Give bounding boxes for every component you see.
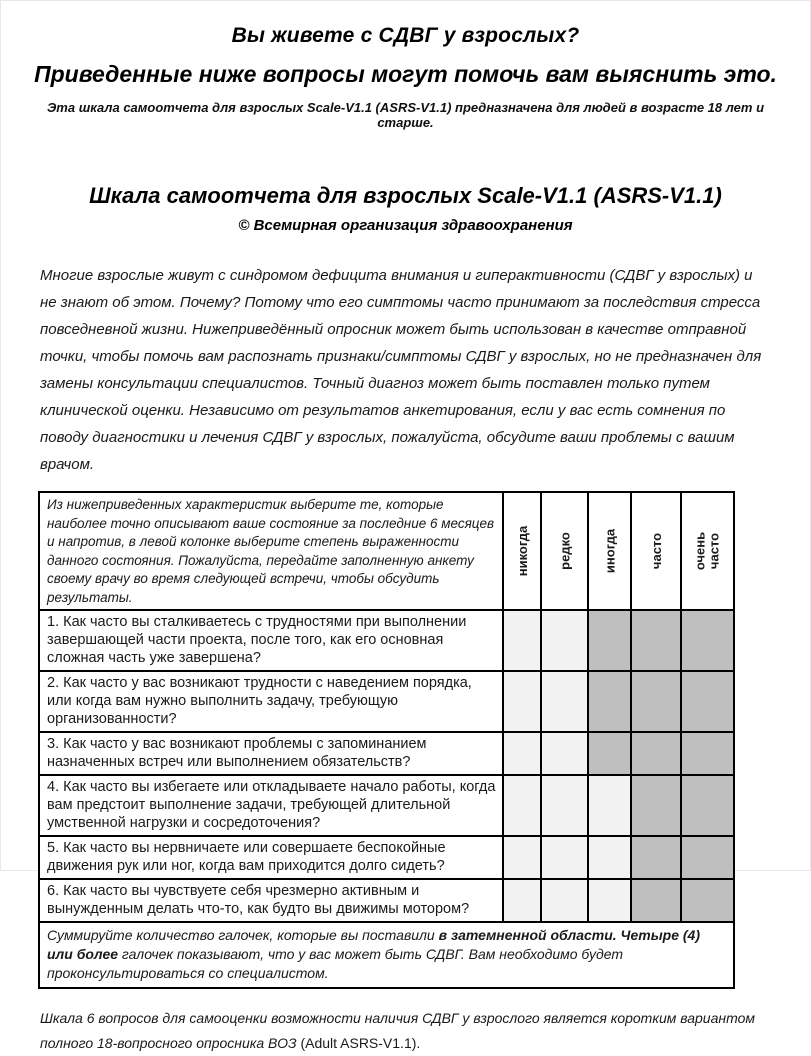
footnote: [40, 1006, 771, 1056]
question-text-4: 4. Как часто вы избегаете или откладываете начало работы, когда вам предстоит выполнение задачи, требующей длительной умственной нагрузки и сосредоточения?: [39, 775, 503, 836]
answer-cell[interactable]: [503, 671, 541, 732]
scale-description-line: Эта шкала самоотчета для взрослых Scale-V1.1 (ASRS-V1.1) предназначена для людей в возрасте 18 лет и старше.: [46, 100, 765, 130]
question-text-1: 1. Как часто вы сталкиваетесь с трудностями при выполнении завершающей части проекта, после того, как его основная сложная часть уже завершена?: [39, 610, 503, 671]
answer-cell[interactable]: [681, 671, 734, 732]
answer-cell[interactable]: [503, 836, 541, 879]
column-header-sometimes-label: иногда: [602, 528, 617, 574]
summary-text-part2: галочек показывают, что у вас может быть СДВГ. Вам необходимо будет проконсультироваться со специалистом.: [47, 946, 623, 981]
answer-cell[interactable]: [588, 671, 631, 732]
question-text-6: 6. Как часто вы чувствуете себя чрезмерно активным и вынужденным делать что-то, как будто вы движимы мотором?: [39, 879, 503, 922]
question-row-2: [39, 671, 734, 732]
answer-cell[interactable]: [588, 775, 631, 836]
answer-cell[interactable]: [588, 879, 631, 922]
question-row-6: [39, 879, 734, 922]
answer-cell[interactable]: [503, 732, 541, 775]
answer-cell[interactable]: [541, 610, 588, 671]
table-instructions: Из нижеприведенных характеристик выберите те, которые наиболее точно описывают ваше состояние за последние 6 месяцев и напротив, в левой колонке выберите степень выраженности данного состояния. Пожалуйста, передайте заполненную анкету своему врачу во время следующей встречи, чтобы обсудить результаты.: [39, 492, 503, 610]
column-header-never-label: никогда: [514, 525, 530, 577]
scale-heading: Шкала самоотчета для взрослых Scale-V1.1 (ASRS-V1.1): [89, 183, 722, 208]
answer-cell[interactable]: [503, 610, 541, 671]
answer-cell[interactable]: [541, 836, 588, 879]
answer-cell[interactable]: [541, 732, 588, 775]
table-header-row: [39, 492, 734, 610]
summary-text-part1: Суммируйте количество галочек, которые вы поставили: [47, 927, 439, 943]
summary-text: [39, 922, 734, 988]
column-header-rarely-label: редко: [557, 532, 572, 570]
answer-cell[interactable]: [631, 879, 681, 922]
question-row-1: [39, 610, 734, 671]
question-text-5: 5. Как часто вы нервничаете или совершаете беспокойные движения рук или ног, когда вам приходится долго сидеть?: [39, 836, 503, 879]
question-row-5: [39, 836, 734, 879]
asrs-question-table: [38, 491, 735, 989]
answer-cell[interactable]: [588, 836, 631, 879]
question-row-4: [39, 775, 734, 836]
answer-cell[interactable]: [541, 671, 588, 732]
page-title: Вы живете с СДВГ у взрослых?: [231, 24, 580, 47]
answer-cell[interactable]: [588, 610, 631, 671]
footnote-latin: (Adult ASRS-V1.1).: [300, 1035, 421, 1051]
summary-row: [39, 922, 734, 988]
answer-cell[interactable]: [503, 775, 541, 836]
intro-paragraph: Многие взрослые живут с синдромом дефицита внимания и гиперактивности (СДВГ у взрослых) и не знают об этом. Почему? Потому что его симптомы часто принимают за последствия стресса повседневной жизни. Нижеприведённый опросник может быть использован в качестве отправной точки, чтобы помочь вам распознать признаки/симптомы СДВГ у взрослых, но не предназначен для замены консультации специалистов. Точный диагноз может быть поставлен только путем клинической оценки. Независимо от результатов анкетирования, если у вас есть сомнения по поводу диагностики и лечения СДВГ у взрослых, пожалуйста, обсудите ваши проблемы с вашим врачом.: [40, 267, 762, 473]
answer-cell[interactable]: [681, 775, 734, 836]
answer-cell[interactable]: [631, 836, 681, 879]
question-text-2: 2. Как часто у вас возникают трудности с наведением порядка, или когда вам нужно выполнить задачу, требующую организованности?: [39, 671, 503, 732]
answer-cell[interactable]: [681, 879, 734, 922]
answer-cell[interactable]: [631, 732, 681, 775]
answer-cell[interactable]: [631, 610, 681, 671]
answer-cell[interactable]: [588, 732, 631, 775]
answer-cell[interactable]: [681, 610, 734, 671]
question-text-3: 3. Как часто у вас возникают проблемы с запоминанием назначенных встреч или выполнением обязательств?: [39, 732, 503, 775]
answer-cell[interactable]: [541, 775, 588, 836]
footnote-text: Шкала 6 вопросов для самооценки возможности наличия СДВГ у взрослого является коротким вариантом полного 18-вопросного опросника ВОЗ: [40, 1010, 755, 1051]
column-header-very-often: [681, 492, 734, 610]
column-header-often-label: часто: [648, 532, 664, 570]
answer-cell[interactable]: [503, 879, 541, 922]
answer-cell[interactable]: [541, 879, 588, 922]
column-header-very-often-label: очень часто: [692, 531, 722, 571]
question-row-3: [39, 732, 734, 775]
answer-cell[interactable]: [631, 671, 681, 732]
answer-cell[interactable]: [681, 836, 734, 879]
summary-text-bold: в затемненной области. Четыре (4) или более: [47, 927, 700, 962]
answer-cell[interactable]: [631, 775, 681, 836]
page-subtitle-question: Приведенные ниже вопросы могут помочь вам выяснить это.: [34, 61, 777, 87]
answer-cell[interactable]: [681, 732, 734, 775]
copyright-line: © Всемирная организация здравоохранения: [238, 217, 573, 234]
